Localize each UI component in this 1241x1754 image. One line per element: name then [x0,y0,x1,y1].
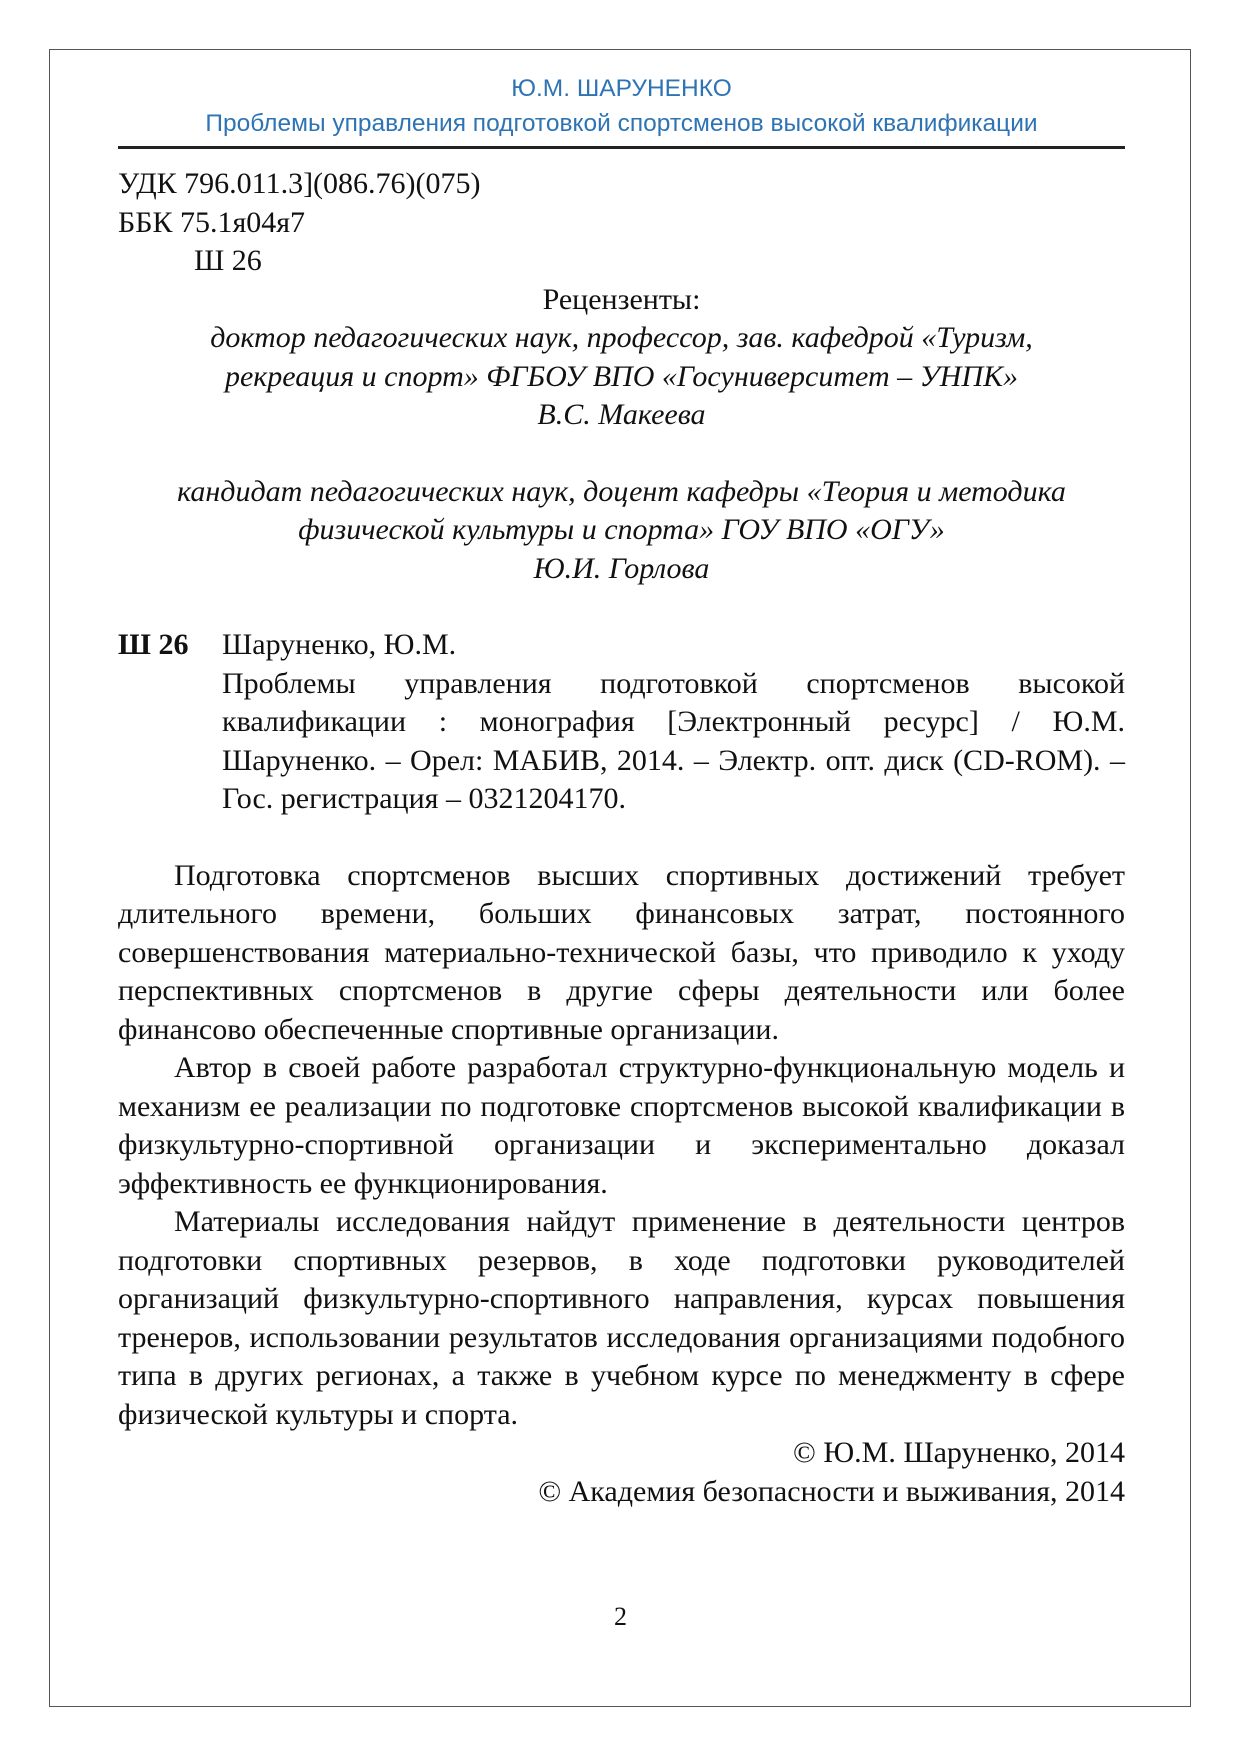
abstract-paragraph: Подготовка спортсменов высших спортивных достижений требует длительного времени, больших финансовых затрат, постоянного совершенствования материально-технической базы, что приводило к уходу перспективных спортсменов в другие сферы деятельности или более финансово обеспеченные спортивные организации. [118,858,1125,1046]
reviewer-2-name: Ю.И. Горлова [533,551,710,585]
abstract-paragraph: Автор в своей работе разработал структурно-функциональную модель и механизм ее реализации по подготовке спортсменов высокой квалификации в физкультурно-спортивной организации и экспериментально доказал эффективность ее функционирования. [118,1051,1125,1200]
bib-code: Ш 26 [118,628,189,661]
classification-block [118,165,1125,281]
reviewer-1-line1: доктор педагогических наук, профессор, зав. кафедрой «Туризм, [210,321,1033,354]
bibliographic-record [118,626,1125,819]
bib-description: Проблемы управления подготовкой спортсменов высокой квалификации : монография [Электронный ресурс] / Ю.М. Шаруненко. – Орел: МАБИВ, 2014. – Электр. опт. диск (CD-ROM). – Гос. регистрация – 0321204170. [222,666,1125,815]
reviewers-heading: Рецензенты: [542,282,701,316]
running-header [118,71,1125,141]
reviewer-2-line2: физической культуры и спорта» ГОУ ВПО «ОГУ» [298,513,945,546]
reviewer-1 [118,319,1125,435]
author-code-line: Ш 26 [194,244,262,277]
udk-line: УДК 796.011.3](086.76)(075) [118,167,481,200]
header-divider [118,146,1125,149]
reviewer-2 [118,473,1125,589]
copyright-author: © Ю.М. Шаруненко, 2014 [793,1436,1125,1469]
bib-author: Шаруненко, Ю.М. [222,628,457,661]
reviewer-1-name: В.С. Макеева [537,398,706,431]
copyright-block [118,1434,1125,1511]
copyright-publisher: © Академия безопасности и выживания, 2014 [538,1474,1125,1508]
abstract-paragraph: Материалы исследования найдут применение в деятельности центров подготовки спортивных резервов, в ходе подготовки руководителей организаций физкультурно-спортивного направления, курсах повышения тренеров, использовании результатов исследования организациями подобного типа в других регионах, а также в учебном курсе по менеджменту в сфере физической культуры и спорта. [118,1205,1125,1431]
header-title: Проблемы управления подготовкой спортсменов высокой квалификации [205,110,1038,137]
reviewer-1-line2: рекреация и спорт» ФГБОУ ВПО «Госуниверситет – УНПК» [224,359,1019,393]
page-content [118,71,1125,1511]
bbk-line: ББК 75.1я04я7 [118,205,306,239]
page-number: 2 [614,1602,627,1631]
reviewer-2-line1: кандидат педагогических наук, доцент кафедры «Теория и методика [177,474,1066,508]
header-author: Ю.М. ШАРУНЕНКО [511,75,732,102]
abstract [118,857,1125,1435]
